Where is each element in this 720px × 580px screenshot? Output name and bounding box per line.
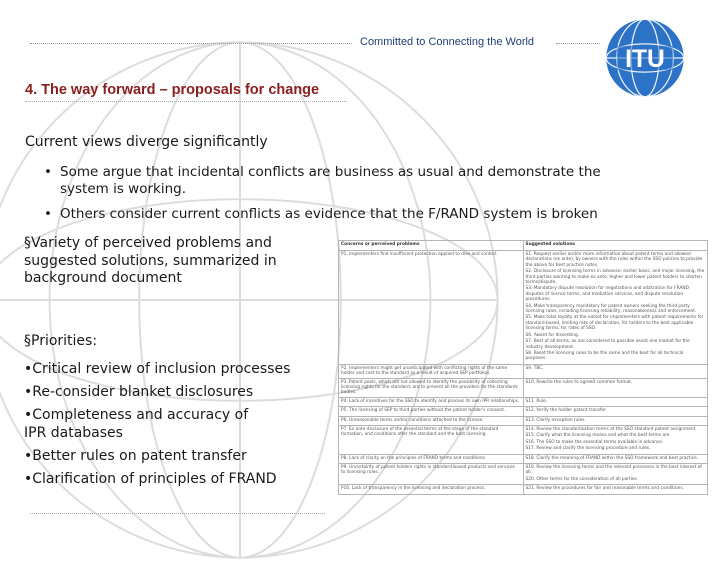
table-row [339, 397, 708, 406]
variety-text: §Variety of perceived problems and suggested solutions, summarized in background document [24, 235, 277, 286]
bullet-dot-icon: • [44, 206, 52, 222]
slide-title: 4. The way forward – proposals for change [25, 82, 320, 98]
solution-item: S3. Mandatory dispute resolution for negotiations and arbitration for FRAND disputes of licence terms, and mediation services, and dispute resolution procedures. [525, 286, 689, 303]
solution-item: S13. Clarify exception rules. [525, 417, 586, 423]
solution-item: S5. Make total royalty at the outset for implementers with patent requirements for standard-based, limiting rate of declaration, for holders to the best applicable licensing terms, for rates of SSO. [525, 315, 704, 332]
bullet-item: • Some argue that incidental conflicts are business as usual and demonstrate the system is working. [44, 164, 601, 197]
priority-item: •Completeness and accuracy of IPR databases [24, 407, 249, 441]
priority-item: •Clarification of principles of FRAND [24, 471, 277, 487]
problems-solutions-table [338, 240, 708, 525]
solution-item: S9. TBC. [525, 365, 544, 371]
header-tagline: Committed to Connecting the World [360, 36, 535, 48]
header-divider-left [30, 43, 352, 44]
table-body [339, 251, 708, 495]
solution-item: S1. Request earlier and/or more information about patent terms and allowed declarations (ex ante), by owners with the rules within the SSO policies to provide the above for best practice notes. [525, 252, 703, 268]
logo-text: ITU [625, 45, 665, 73]
solution-item: S10. Rewrite the rules to agreed common format. [525, 379, 633, 385]
solution-item: S7. Best of all terms, as are considered to possible assist one market for the industry development. [525, 339, 690, 350]
solutions-cell [523, 397, 708, 406]
solutions-cell [523, 364, 708, 378]
table-row [339, 464, 708, 485]
table-row [339, 416, 708, 425]
table-header-solutions: Suggested solutions [523, 241, 708, 251]
solution-item: S20. Other terms for the consideration of all parties. [525, 476, 639, 482]
bullet-dot-icon: • [44, 164, 52, 180]
solution-item: S18. Clarify the meaning of FRAND within the SSO framework and best practice. [525, 455, 699, 461]
solution-item: S4. Make transparency mandatory for patent owners seeking the third party licensing rules, including licensing reliability, reasonableness and enforcement. [525, 303, 697, 315]
solution-item: S2. Disclosure of licensing terms in advance; earlier basis, and major licensing, the third parties wanting to make ex ante, higher and lower patent holders to shorten terms/dispute. [525, 269, 705, 286]
footer-divider [30, 513, 325, 514]
problem-cell: P1. Implementers find insufficient protection applied to dive and control. [339, 251, 524, 365]
solution-item: S17. Review and clarify the licensing procedure and rules. [525, 446, 651, 452]
table-row [339, 407, 708, 416]
solution-item: S14. Review the standardization terms at the SSO standard patent assignment. [525, 426, 697, 432]
header-divider-right [556, 43, 600, 44]
problem-cell: P7. Ex ante disclosure of the essential terms at the stage of the standard formation, and conditions after the standard and the best licensing. [339, 425, 524, 454]
solution-item: S15. Clarify what the licensing means and what the best terms are. [525, 433, 671, 439]
solutions-cell [523, 407, 708, 416]
table-row [339, 251, 708, 365]
solution-item: S11. Rule. [525, 398, 548, 404]
solutions-cell [523, 454, 708, 463]
solutions-cell [523, 378, 708, 397]
solution-item: S8. Reset the licensing rules to be the same and the best for all technical purposes. [525, 350, 684, 362]
table-row [339, 364, 708, 378]
problem-cell: P8. Lack of clarity on the principles of FRAND terms and conditions. [339, 454, 524, 463]
table-header-problems: Concerns or perceived problems [339, 241, 524, 251]
problem-cell: P6. Unreasonable terms and/or conditions attached to the license. [339, 416, 524, 425]
bullet-item: • Others consider current conflicts as evidence that the F/RAND system is broken [44, 206, 598, 222]
solutions-cell [523, 464, 708, 485]
table-row [339, 454, 708, 463]
priorities-heading: §Priorities: [24, 333, 98, 349]
problem-cell: P5. The licensing of SEP to third parties without the patent holder's consent. [339, 407, 524, 416]
solution-item: S21. Review the procedures for fair and reasonable terms and conditions. [525, 486, 684, 492]
solution-item: S12. Verify the holder patent transfer. [525, 408, 607, 414]
problem-cell: P3. Patent pools, which are not allowed to identify the possibility of collecting licensing rights for the standard, are to prevent all the providers for the standards bodies. [339, 378, 524, 397]
priority-item: •Critical review of inclusion processes [24, 361, 291, 377]
title-underline [25, 101, 347, 102]
table-row [339, 378, 708, 397]
problem-cell: P10. Lack of transparency in the licensing and declaration process. [339, 485, 524, 494]
solutions-cell [523, 416, 708, 425]
table-row [339, 425, 708, 454]
problem-cell: P2. Implementers might get unanticipated with conflicting rights of the same holder and cost to the standard as a result of acquired SEP portfolios. [339, 364, 524, 378]
priority-item: •Better rules on patent transfer [24, 448, 247, 464]
solutions-cell [523, 251, 708, 365]
solution-item: S16. The SSO to make the essential terms available in advance. [525, 439, 664, 445]
lead-text: Current views diverge significantly [25, 134, 268, 150]
solution-item: S6. Award for dissenting. [525, 332, 580, 338]
problem-cell: P4. Lack of incentives for the SSO to identify and process its own IPR relationships. [339, 397, 524, 406]
solutions-cell [523, 485, 708, 494]
priority-item: •Re-consider blanket disclosures [24, 384, 254, 400]
solutions-cell [523, 425, 708, 454]
problem-cell: P9. Uncertainty of patent holders rights in standard-based products and services to licensing rules. [339, 464, 524, 485]
table-row [339, 485, 708, 494]
solution-item: S19. Review the licensing terms and the relevant processes in the best interest of all. [525, 465, 702, 476]
itu-logo [601, 14, 689, 102]
